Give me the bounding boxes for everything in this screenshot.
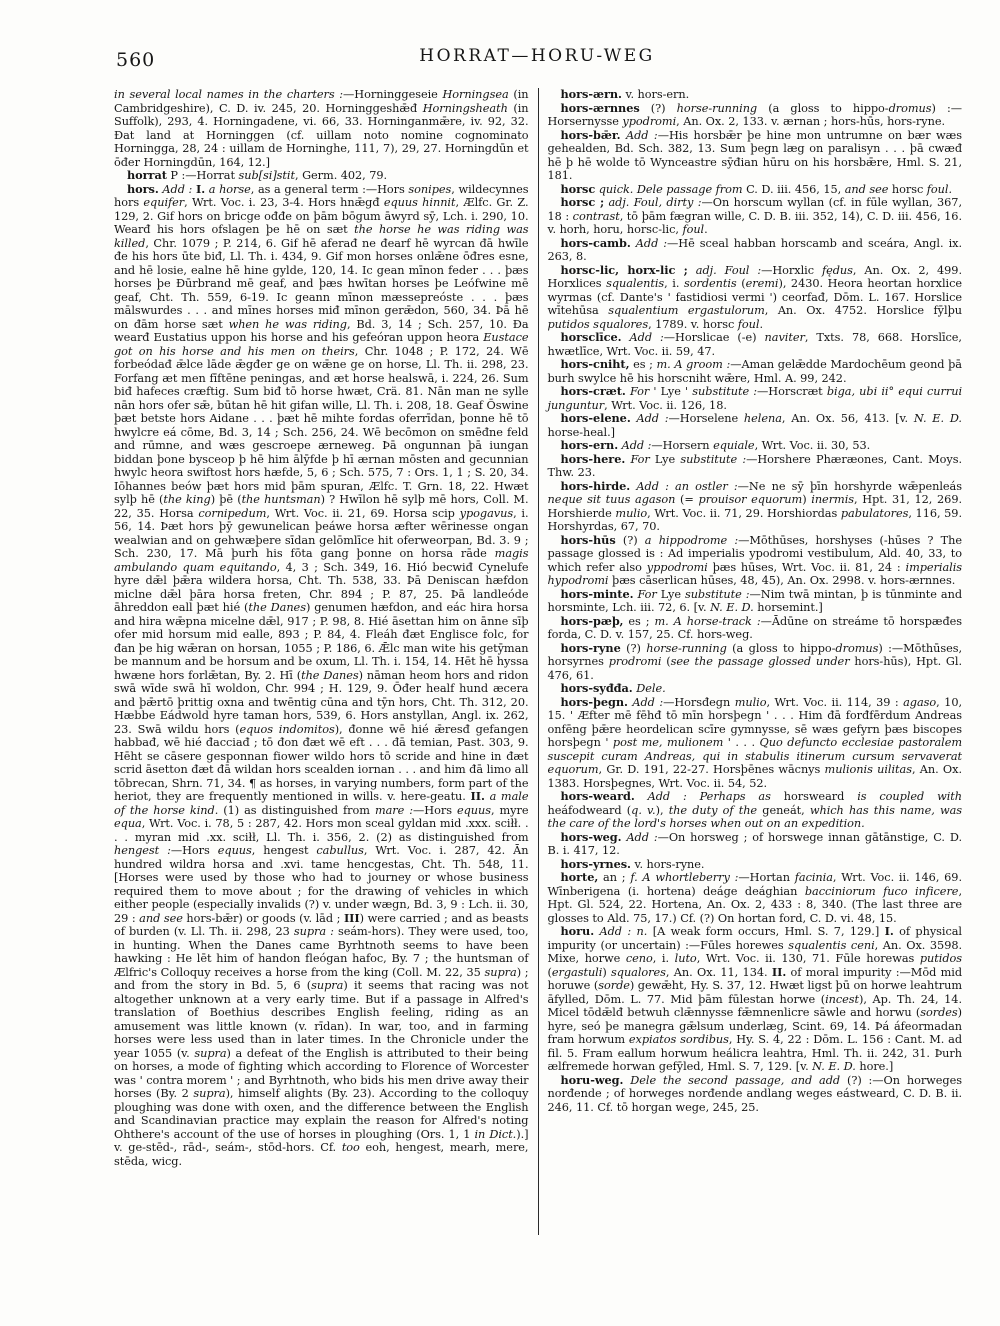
italic-text: horse-running: [676, 101, 758, 115]
italic-text: squalentis ceni: [788, 938, 875, 952]
entry-headword: hors-cræt.: [560, 384, 626, 398]
dictionary-entry: hors-hūs (?) a hippodrome :—Mōthūses, horshyses (-hūses ? The passage glossed is : Ad imperialis ypodromi vestibulum, Ald. 40, 33, to which refer also yppodromi þæs hūses, Wrt. Voc. ii. 81, 24 : imperialis hypodromi þæs cāserlican hūses, 48, 45), An. Ox. 2998. v. hors-ærnnes.: [547, 532, 962, 587]
italic-text: the duty of the: [668, 803, 758, 817]
italic-text: foul: [737, 317, 760, 331]
italic-text: eremi: [745, 277, 779, 290]
entry-headword: hors-weg.: [560, 829, 622, 844]
dictionary-entry: hors-pæþ, es ; m. A horse-track :—Ādūne on streáme tō horspæđes forda, C. D. v. 157, 25. Cf. hors-weg.: [547, 613, 962, 641]
italic-text: neque sit tuus agason: [547, 493, 676, 506]
italic-text: squalores: [611, 965, 666, 979]
column-left: [114, 88, 538, 1235]
entry-headword: hors.: [127, 181, 159, 196]
italic-text: prouisor equorum: [698, 493, 803, 506]
italic-text: incest: [825, 992, 860, 1006]
italic-text: equos indomitos: [239, 722, 335, 736]
italic-text: bacciniorum fuco inficere: [804, 884, 959, 898]
dictionary-entry: hors-weard. Add : Perhaps as horsweard is coupled with heáfodweard (q. v.), the duty of the geneát, which has this name, was the care of the lord's horses when out on an expedition.: [547, 789, 962, 830]
italic-text: prodromi: [608, 655, 662, 668]
entry-headword: hors-weard.: [560, 789, 635, 803]
italic-text: contrast: [572, 209, 620, 223]
italic-text: substitute :: [684, 587, 750, 601]
bold-text: I.: [195, 181, 206, 196]
dictionary-entry: hors-ern. Add :—Horsern equiale, Wrt. Voc. ii. 30, 53.: [560, 438, 871, 452]
dictionary-entry: horu-weg. Dele the second passage, and add (?) :—On horweges norđende ; of horweges norđende andlang weges eástweard, C. D. B. ii. 246, 11. Cf. tō horgan wege, 245, 25.: [547, 1072, 962, 1114]
entry-headword: horrat: [127, 168, 167, 182]
dictionary-entry: hors-ærnnes (?) horse-running (a gloss to hippo-dromus) :—Horsernysse ypodromi, An. Ox. 2, 133. v. ærnan ; hors-hūs, hors-ryne.: [547, 100, 962, 128]
dictionary-entry: hors. Add : I. a horse, as a general term :—Hors sonipes, wildecynnes hors equifer, Wrt. Voc. i. 23, 3-4. Hors hnǣgđ equus hinnit, Ælfc. Gr. Z. 129, 2. Gif hors on bricge ođđe on þām bōgum āwyrd sȳ, Lch. i. 290, 10. Wearđ his hors ofslagen þe hē on sæt the horse he was riding was killed, Chr. 1079 ; P. 214, 6. Gif hē aferađ ne đearf hē wyrcan đā hwīle đe his hors ūte biđ, Ll. Th. i. 434, 9. Gif mon horses onlǣne ōđres esne, and hē losie, ealne hē hine gylde, 120, 14. Ic gean mīnon feder . . . þæs horses þe Đūrbrand mē geaf, and þæs hwītan horses þe Leófwine mē geaf, Cht. Th. 559, 6-19. Ic geann mīnon mæssepreóste . . . þæs mālswurdes . . . and mīnes horses miđ mīnon gerǣdon, 560, 34. Þā hē on đām horse sæt when he was riding, Bd. 3, 14 ; Sch. 257, 10. Đa wearđ Eustatius uppon his horse and his gefeóran uppon heora Eustace got on his horse and his men on theirs, Chr. 1048 ; P. 172, 24. Wē forbeódađ ǣlce lāde ǣgđer ge on wǣne ge on horse, Ll. Th. ii. 298, 23. Forfang æt men fīftēne peningas, and æt horse healswā, i. 224, 26. Sum biđ hafeces cræftig. Sum biđ tō horse hwæt, Crä. 81. Nān man ne sylle nān hors ofer sǣ, būtan hē hit gifan wille, Ll. Th. i. 208, 18. Geaf Ōswine þæt betste hors Aidane . . . þæt hē mihte fordas oferrīdan, þonne hē tō hwylcre eá cōme, Bd. 3, 14 ; Sch. 256, 24. Wē becōmon on smēđne feld and rūmne, and wæs gescroepe ærneweg. Þā ongunnan þā iungan biddan þone bysceop þ hē him ālȳfde þ hī ærnan mōsten and gecunnian hwylc heora swiftost hors hæfde, 5, 6 ; Sch. 575, 7 : Ors. 1, 1 ; S. 20, 34. Iōhannes beów þæt hors mid þām spuran, Ælfc. T. Grn. 18, 22. Hwæt sylþ hē (the king) þē (the huntsman) ? Hwīlon hē sylþ mē hors, Coll. M. 22, 35. Horsa cornipedum, Wrt. Voc. ii. 21, 69. Horsa scip ypogavus, i. 56, 14. Þæt hors þȳ gewunelican þeáwe horsa æfter wērinesse ongan wealwian and on gehwæþere sīdan gelōmlīce hit oferweorpan, Bd. 3. 9 ; Sch. 230, 17. Mā þurh his fōta gang þonne on horsa rāde magis ambulando quam equitando, 4, 3 ; Sch. 349, 16. Hió becwiđ Cynelufe hyre dǣl þǣra wildera horsa, Cht. Th. 538, 33. Þā Deniscan hæfdon miclne dǣl þāra horsa freten, Chr. 894 ; P. 87, 25. Þā landleóde āhreddon eall þæt hié (the Danes) genumen hæfdon, and eác hira horsa and hira wǣpna micelne dǣl, 917 ; P. 98, 8. Hié āsettan him on ānne sīþ ofer mid horsum mid ealle, 893 ; P. 84, 4. Fleáh đæt Englisce folc, for đan þe hig wǣran on horsan, 1055 ; P. 186, 6. Ǣlc man wite his getȳman be mannum and be horsum and be oxum, Ll. Th. i. 154, 14. Hēt hē hyssa hwæne hors forlǣtan, By. 2. Hī (the Danes) nāman heom hors and ridon swā wīde swā hī woldon, Chr. 994 ; H. 129, 9. Ōđer healf hund æcera and þǣrtō þrittig oxna and twēntig cūna and tȳn hors, Cht. Th. 312, 20. Hæbbe Eádwold hyre taman hors, 539, 6. Hors anstyllan, Angl. ix. 262, 23. Swā wildu hors (equos indomitos), đonne wē hié ǣresđ gefangen habbađ, wē hié đacciađ ; tō đon đæt wē eft . . . đā temian, Past. 303, 9. Hēht se cāsere gesponnan fiower wildo hors tō scride and hine in đæt scrid āsetton đæt đā wildan hors scealden iornan . . . and him đā limo all tōbrecan, Shrn. 71, 34. ¶ as horses, in varying numbers, form part of the heriot, they are frequently mentioned in wills. v. here-geatu. II. a male of the horse kind. (1) as distinguished from mare :—Hors equus, myre equa, Wrt. Voc. i. 78, 5 : 287, 42. Hors mon sceal gyldan mid .xxx. sciłł. . . . myran mid .xx. sciłł, Ll. Th. i. 356, 2. (2) as distinguished from hengest :—Hors equus, hengest cabullus, Wrt. Voc. i. 287, 42. Ān hundred wildra horsa and .xvi. tame hencgestas, Cht. Th. 548, 11. [Horses were used by those who had to journey or whose business required them to move about ; for the drawing of vehicles in which either people (especially invalids (?) v. under wægn, Bd. 3, 9 : Lch. ii. 30, 29 : and see hors-bǣr) or goods (v. lād ; III) were carried ; and as beasts of burden (v. Ll. Th. ii. 298, 23 supra : seám-hors). They were used, too, in hunting. When the Danes came Byrhtnoth seems to have been hawking : He lēt him of handon fleógan hafoc, By. 7 ; the huntsman of Ælfric's Colloquy receives a horse from the king (Coll. M. 22, 35 supra) ; and from the story in Bd. 5, 6 (supra) it seems that racing was not altogether unknown at a very early time. But if a passage in Alfred's translation of Boethius describes English feeling, riding as an amusement was little known (v. rīdan). In war, too, and in farming horses were less used than in later times. In the Chronicle under the year 1055 (v. supra) a defeat of the English is attributed to their being on horses, a mode of fighting which according to Florence of Worcester was ' contra morem ' ; and Byrhtnoth, who bids his men drive away their horses (By. 2 supra), himself alights (By. 23). According to the colloquy ploughing was done with oxen, and the difference between the English and Scandinavian practice may explain the reason for Alfred's noting Ohthere's account of the use of horses in ploughing (Ors. 1, 1 in Dict.).] v. ge-stēd-, rād-, seám-, stōd-hors. Cf. too eoh, hengest, mearh, mere, stēda, wicg.: [114, 181, 529, 1168]
entry-headword: hors-ærn.: [560, 88, 622, 101]
dictionary-entry: [548, 682, 963, 696]
dictionary-entry: hors-yrnes. v. hors-ryne.: [560, 856, 705, 871]
italic-text: helena: [743, 412, 782, 425]
entry-headword: hors-cniht,: [560, 357, 630, 371]
dictionary-entry: hors-here. For Lye substitute :—Horshere Phæræones, Cant. Moys. Thw. 23.: [547, 451, 962, 479]
dictionary-entry: horsclīce. Add :—Horslicae (-e) naviter, Txts. 78, 668. Horslīce, hwætlīce, Wrt. Voc. ii. 59, 47.: [547, 330, 962, 358]
italic-text: quick. Dele passage from: [598, 182, 743, 196]
italic-text: hengest :: [114, 844, 171, 857]
dictionary-entry: horsc quick. Dele passage from C. D. iii. 456, 15, and see horsc foul.: [560, 181, 952, 196]
italic-text: pabulatores: [840, 506, 909, 520]
italic-text: magis ambulando quam equitando: [114, 547, 529, 574]
dictionary-entry: hors-cniht, es ; m. A groom :—Aman gelǣdde Mardochēum geond þā burh swylce hē his horscniht wǣre, Hml. A. 99, 242.: [547, 357, 962, 385]
italic-text: squalentium ergastulorum: [608, 304, 765, 317]
italic-text: N. E. D.: [710, 601, 754, 614]
entry-headword: hors-elene.: [560, 411, 631, 425]
italic-text: inermis: [811, 493, 855, 506]
italic-text: a horse: [208, 182, 251, 196]
text-columns: [114, 88, 962, 1235]
entry-headword: hors-þegn.: [560, 694, 628, 709]
italic-text: substitute :: [680, 452, 747, 466]
italic-text: fędus: [821, 263, 853, 277]
entry-headword: hors-here.: [560, 451, 626, 466]
italic-text: and see: [139, 911, 183, 925]
italic-text: q. v.: [631, 803, 656, 817]
italic-text: Horningsea: [442, 88, 509, 101]
italic-text: the Danes: [248, 601, 306, 614]
italic-text: equus: [456, 803, 491, 817]
dictionary-entry: hors-weg. Add :—On horsweg ; of horswege innan gātānstige, C. D. B. i. 417, 12.: [547, 829, 962, 857]
italic-text: supra :: [293, 925, 334, 938]
italic-text: the huntsman: [241, 493, 321, 506]
running-title: HORRAT—HORU-WEG: [419, 46, 655, 66]
page-number: 560: [116, 49, 156, 71]
italic-text: supra: [193, 1087, 226, 1100]
italic-text: in Dict.: [474, 1127, 517, 1141]
italic-text: and see: [844, 182, 889, 196]
italic-text: ypogavus: [459, 506, 514, 520]
bold-text: I.: [884, 924, 894, 938]
italic-text: putidos: [919, 952, 962, 965]
italic-text: Dele.: [636, 682, 666, 695]
dictionary-entry: horsc-lic, horx-lic ; adj. Foul :—Horxlic fędus, An. Ox. 2, 499. Horxlices squalentis, i. sordentis (eremi), 2430. Heora heortan horxlice wyrmas (cf. Dante's ' fastidiosi vermi ') ceorfađ, Dōm. L. 167. Horslice wītehūsa squalentium ergastulorum, An. Ox. 4752. Horslice fȳlþu putidos squalores, 1789. v. horsc foul.: [547, 262, 962, 331]
italic-text: expiatos sordibus: [628, 1033, 729, 1046]
entry-headword: horte,: [560, 870, 599, 884]
italic-text: mulio: [734, 695, 767, 709]
entry-headword: horsc-lic, horx-lic ;: [560, 262, 688, 277]
italic-text: For: [630, 452, 650, 466]
italic-text: ergastuli: [551, 965, 603, 979]
italic-text: foul: [682, 223, 705, 236]
italic-text: Horningsheath: [422, 101, 508, 115]
italic-text: squalentis: [606, 277, 665, 290]
italic-text: equa: [114, 817, 142, 830]
italic-text: when he was riding: [228, 317, 347, 331]
bold-text: III: [343, 910, 360, 925]
italic-text: dromus: [835, 641, 879, 655]
dictionary-entry: in several local names in the charters :—Horninggeseie Horningsea (in Cambridgeshire), C. D. iv. 245, 20. Horninggeshǣđ Horningsheath (in Suffolk), 293, 4. Horningadene, vi. 66, 33. Horninganmǣre, iv. 92, 32. Đat land at Horninggen (cf. uillam noto nomine cognominato Horningga, 28, 24 : uillam de Horninghe, 111, 7), 29, 27. Horningdūn et ōđer Horningdūn, 164, 12.]: [114, 88, 529, 169]
entry-headword: hors-hirde.: [560, 478, 631, 493]
entry-headword: horu.: [560, 924, 595, 938]
italic-text: m. A groom :: [656, 358, 731, 371]
italic-text: adj. Foul :: [695, 263, 762, 277]
dictionary-entry: hors-þegn. Add :—Horsđegn mulio, Wrt. Voc. ii. 114, 39 : agaso, 10, 15. ' Æfter mē fēhđ tō mīn horsþegn ' . . . Him đā forđfērdum Andreas onfēng þǣre heordelican scīre gymnysse, sē wæs gefyrn þæs biscopes horsþegn ' post me, mulionem ' . . . Quo defuncto ecclesiae pastoralem suscepit curam Andreas, qui in stabulis itinerum cursum servaverat equorum, Gr. D. 191, 22-27. Horsþēnes wācnys mulionis uilitas, An. Ox. 1383. Horsþegnes, Wrt. Voc. ii. 54, 52.: [547, 694, 962, 790]
entry-headword: hors-minte.: [560, 586, 634, 601]
entry-headword: hors-bǣr.: [560, 127, 621, 142]
page-header: [114, 46, 960, 76]
italic-text: facinia: [794, 871, 833, 884]
italic-text: imperialis hypodromi: [547, 560, 962, 587]
italic-text: For: [637, 587, 657, 601]
italic-text: yppodromi: [646, 560, 708, 574]
dictionary-entry: hors-hirde. Add : an ostler :—Ne ne sȳ þīn horshyrde wǣpenleás neque sit tuus agason (= prouisor equorum) inermis, Hpt. 31, 12, 269. Horshierde mulio, Wrt. Voc. ii. 71, 29. Horshiordas pabulatores, 116, 59. Horshyrdas, 67, 70.: [547, 478, 962, 533]
italic-text: foul.: [926, 182, 952, 196]
italic-text: too: [341, 1141, 360, 1154]
entry-headword: hors-ærnnes: [560, 100, 640, 115]
italic-text: adj. Foul, dirty :: [608, 196, 702, 209]
italic-text: equiale: [713, 439, 755, 452]
italic-text: the Danes: [301, 668, 359, 682]
dictionary-entry: horrat P :—Horrat sub[si]stit, Germ. 402, 79.: [127, 168, 388, 182]
italic-text: Add :: [626, 128, 658, 142]
italic-text: is coupled with: [857, 790, 962, 803]
italic-text: horse-running: [646, 641, 727, 655]
dictionary-entry: hors-camb. Add :—Hē sceal habban horscamb and sceára, Angl. ix. 263, 8.: [547, 235, 962, 263]
italic-text: sub[si]stit: [238, 169, 295, 182]
italic-text: ypodromi: [622, 115, 677, 128]
dictionary-entry: hors-elene. Add :—Horselene helena, An. Ox. 56, 413. [v. N. E. D. horse-heal.]: [547, 411, 962, 439]
entry-headword: hors-camb.: [560, 235, 631, 250]
dictionary-entry: hors-ærn. v. hors-ern.: [560, 88, 690, 101]
italic-text: Add :: [621, 439, 652, 452]
italic-text: dromus: [888, 101, 932, 115]
italic-text: luto: [674, 952, 697, 965]
italic-text: equus: [217, 844, 252, 857]
italic-text: sorde: [598, 979, 630, 992]
italic-text: supra: [194, 1046, 227, 1060]
italic-text: equifer: [143, 196, 185, 209]
entry-headword: hors-ern.: [560, 438, 619, 452]
dictionary-entry: hors-ryne (?) horse-running (a gloss to hippo-dromus) :—Mōthūses, horsyrnes prodromi (see the passage glossed under hors-hūs), Hpt. Gl. 476, 61.: [547, 640, 962, 682]
italic-text: Add : an ostler :: [636, 479, 738, 493]
italic-text: Quo defuncto ecclesiae pastoralem suscepit curam Andreas, qui in stabulis itinerum cursum servaverat equorum: [547, 736, 962, 776]
italic-text: agaso: [903, 695, 937, 709]
italic-text: mulio: [615, 506, 648, 520]
italic-text: sordentis: [683, 277, 737, 290]
entry-headword: horsc: [560, 181, 596, 196]
dictionary-entry: horu. Add : n. [A weak form occurs, Hml. S. 7, 129.] I. of physical impurity (or uncertain) :—Fūles horewes squalentis ceni, An. Ox. 3598. Mixe, horwe ceno, i. luto, Wrt. Voc. ii. 130, 71. Fūle horewas putidos (ergastuli) squalores, An. Ox. 11, 134. II. of moral impurity :—Mōd mid horuwe (sorde) gewǣht, Hy. S. 37, 12. Hwæt ligst þū on horwe leahtrum āfylled, Dōm. L. 77. Mid þām fūlestan horwe (incest), Ap. Th. 24, 14. Micel tōdǣlđ betwuh clǣnnysse fǣmnenlicre sāwle and horwu (sordes) hyre, seó þe manegra gǣlsum underlæg, Scint. 69, 14. Þá áfeormadan fram horwum expiatos sordibus, Hy. S. 4, 22 : Dōm. L. 156 : Cant. M. ad fil. 5. Fram eallum horwum heálicra leahtra, Hml. Th. ii. 242, 31. Þurh ælfremede horwan gefȳled, Hml. S. 7, 129. [v. N. E. D. hore.]: [547, 924, 962, 1073]
entry-headword: hors-syđđa.: [560, 681, 633, 695]
bold-text: II.: [771, 964, 787, 979]
italic-text: N. E. D.: [913, 412, 962, 425]
italic-text: supra: [311, 979, 344, 992]
entry-headword: hors-hūs: [560, 532, 616, 547]
italic-text: Eustace got on his horse and his men on theirs: [114, 331, 529, 358]
italic-text: Add :: [626, 830, 658, 844]
italic-text: Add :: [632, 695, 664, 709]
italic-text: f. A whortleberry :: [630, 871, 739, 884]
italic-text: the king: [163, 493, 211, 506]
italic-text: Add : n.: [599, 925, 648, 938]
dictionary-entry: horte, an ; f. A whortleberry :—Hortan facinia, Wrt. Voc. ii. 146, 69. Wīnberigena (i. hortena) deáge deághian bacciniorum fuco inficere, Hpt. Gl. 524, 22. Hortena, An. Ox. 2, 433 : 8, 340. (The last three are glosses to Ald. 75, 17.) Cf. (?) On hortan ford, C. D. vi. 48, 15.: [547, 870, 962, 925]
italic-text: mare :: [374, 803, 414, 817]
italic-text: Add :: [629, 331, 664, 344]
italic-text: post me, mulionem: [612, 736, 724, 749]
italic-text: putidos squalores: [547, 317, 649, 331]
dictionary-entry: hors-cræt. For ' Lye ' substitute :—Horscræt biga, ubi ii° equi currui junguntur, Wrt. Voc. ii. 126, 18.: [547, 384, 962, 412]
italic-text: ceno: [625, 952, 653, 965]
italic-text: For: [629, 385, 650, 398]
italic-text: see the passage glossed under: [670, 655, 850, 668]
entry-headword: horsc ;: [560, 195, 605, 209]
bold-text: II.: [470, 789, 485, 803]
italic-text: N. E. D.: [812, 1060, 856, 1073]
italic-text: equus hinnit: [383, 196, 456, 209]
entry-headword: hors-pæþ,: [560, 613, 624, 628]
dictionary-entry: hors-minte. For Lye substitute :—Nim twā mintan, þ is tūnminte and horsminte, Lch. iii. 72, 6. [v. N. E. D. horsemint.]: [547, 586, 962, 614]
italic-text: Dele the second passage, and add: [630, 1073, 841, 1087]
italic-text: sonipes: [408, 182, 452, 196]
italic-text: the horse he was riding was killed: [114, 223, 529, 250]
italic-text: sordes: [920, 1006, 958, 1019]
italic-text: biga, ubi ii° equi currui junguntur: [547, 385, 962, 412]
italic-text: cabullus: [316, 844, 364, 857]
italic-text: Add :: [636, 412, 669, 425]
italic-text: naviter: [764, 331, 805, 344]
italic-text: substitute :: [692, 385, 758, 398]
italic-text: Add :: [635, 236, 668, 250]
dictionary-entry: hors-bǣr. Add :—His horsbǣr þe hine mon untrumne on bær wæs gehealden, Bd. Sch. 382, 13. Sum þegn læg on paralisyn . . . þā cwæđ hē þ hē wolde tō Wynceastre sȳđian hūru on his horsbǣre, Hml. S. 21, 181.: [547, 127, 962, 182]
entry-headword: horsclīce.: [560, 330, 622, 344]
italic-text: a male of the horse kind.: [114, 790, 529, 817]
italic-text: Add :: [162, 182, 193, 196]
italic-text: Add : Perhaps as: [647, 790, 771, 803]
dictionary-entry: horsc ; adj. Foul, dirty :—On horscum wyllan (cf. in fūle wyllan, 367, 18 : contrast, tō þām fægran wille, C. D. B. iii. 352, 14), C. D. iii. 456, 16. v. horh, horu, horsc-lic, foul.: [547, 195, 962, 236]
italic-text: a hippodrome :: [644, 533, 739, 547]
italic-text: in several local names in the charters :: [114, 88, 344, 101]
italic-text: m. A horse-track :: [654, 614, 761, 628]
italic-text: which has this name, was the care of the lord's horses when out on an expedition.: [547, 803, 962, 830]
entry-headword: horu-weg.: [560, 1072, 624, 1087]
italic-text: mulionis uilitas: [824, 763, 912, 776]
entry-headword: hors-ryne: [560, 640, 621, 655]
italic-text: cornipedum: [198, 506, 267, 520]
column-right: [539, 88, 963, 1235]
entry-headword: hors-yrnes.: [560, 856, 631, 871]
italic-text: supra: [484, 965, 517, 979]
